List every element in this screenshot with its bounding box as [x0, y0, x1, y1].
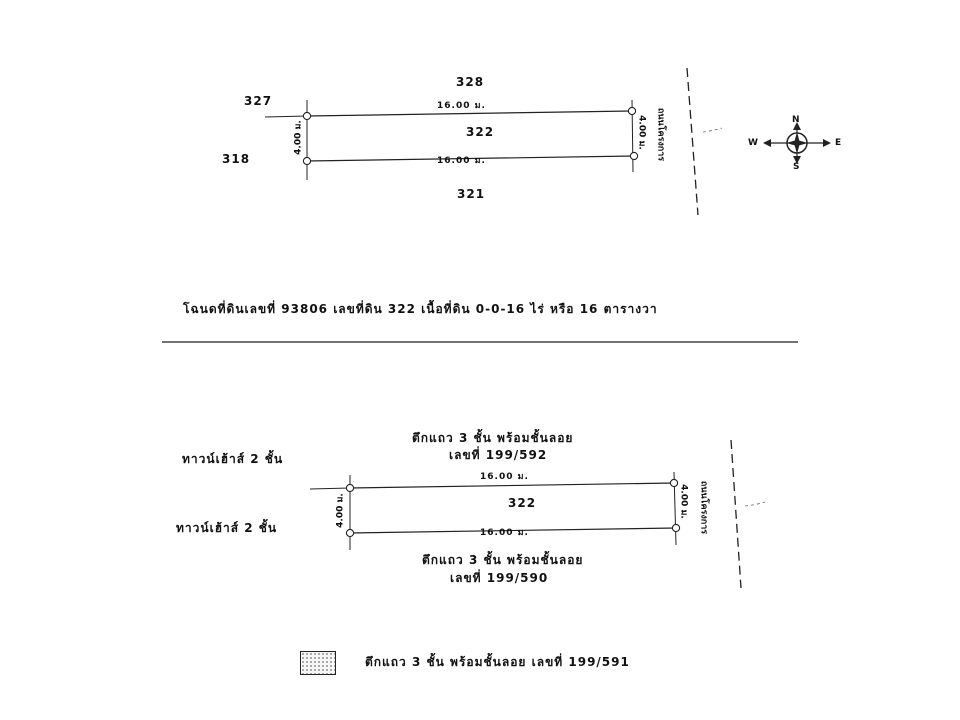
left-dimension-label-bottom: 4.00 ม. — [335, 493, 346, 528]
right-dimension-label-bottom: 4.00 ม. — [678, 484, 689, 519]
compass-west-label: W — [748, 138, 758, 148]
compass-rose-icon — [763, 122, 831, 164]
lot-number-label: 322 — [466, 125, 495, 139]
top-dimension-label: 16.00 ม. — [437, 101, 486, 111]
west-lower-label: ทาวน์เฮ้าส์ 2 ชั้น — [176, 521, 278, 535]
top-dimension-label-bottom: 16.00 ม. — [480, 472, 529, 482]
bottom-dimension-label: 16.00 ม. — [437, 156, 486, 166]
legend-label: ตึกแถว 3 ชั้น พร้อมชั้นลอย เลขที่ 199/591 — [365, 655, 630, 669]
south-building-line2: เลขที่ 199/590 — [450, 571, 549, 585]
road-label: ถนนโครงการ — [655, 107, 666, 162]
west-upper-label: ทาวน์เฮ้าส์ 2 ชั้น — [182, 452, 284, 466]
compass-east-label: E — [835, 138, 842, 148]
south-building-line1: ตึกแถว 3 ชั้น พร้อมชั้นลอย — [422, 553, 584, 567]
deed-caption: โฉนดที่ดินเลขที่ 93806 เลขที่ดิน 322 เนื้อที่ดิน 0-0-16 ไร่ หรือ 16 ตารางวา — [183, 302, 658, 316]
compass-north-label: N — [792, 115, 800, 125]
north-building-line2: เลขที่ 199/592 — [449, 448, 548, 462]
top-plan-lines — [265, 68, 722, 215]
legend-hatch-swatch — [300, 651, 336, 675]
bottom-dimension-label-bottom: 16.00 ม. — [480, 528, 529, 538]
compass-south-label: S — [793, 162, 800, 172]
left-dimension-label: 4.00 ม. — [293, 120, 304, 155]
lot-south-label: 321 — [457, 187, 486, 201]
north-building-line1: ตึกแถว 3 ชั้น พร้อมชั้นลอย — [412, 431, 574, 445]
lot-west-lower-label: 318 — [222, 152, 251, 166]
lot-west-upper-label: 327 — [244, 94, 273, 108]
lot-north-label: 328 — [456, 75, 485, 89]
lot-number-label-bottom: 322 — [508, 496, 537, 510]
right-dimension-label: 4.00 ม. — [636, 115, 647, 150]
road-label-bottom: ถนนโครงการ — [698, 480, 709, 535]
